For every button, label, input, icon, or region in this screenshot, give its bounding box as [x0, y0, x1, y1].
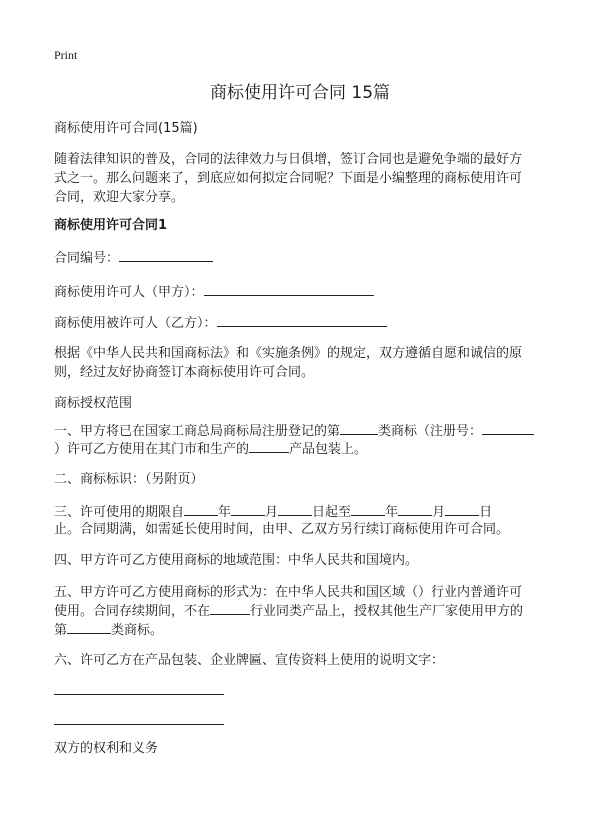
month-unit: 月: [265, 505, 279, 520]
clause-text: 三、许可使用的期限自: [54, 505, 185, 520]
basis-line: 则，经过友好协商签订本商标使用许可合同。: [54, 365, 315, 380]
description-blank-line: [54, 694, 224, 695]
year-blank: [184, 504, 218, 516]
clause-2: 二、商标标识：（另附页）: [54, 472, 204, 487]
clause-text: 使用。合同存续期间，不在: [54, 604, 211, 619]
year-blank: [351, 504, 385, 516]
subtitle: 商标使用许可合同(15篇): [54, 121, 198, 136]
clause-1-line: [54, 441, 367, 458]
clause-text: 类商标（注册号：: [378, 424, 483, 439]
class-blank: [67, 622, 111, 634]
clause-text: ）许可乙方使用在其门市和生产的: [54, 442, 250, 457]
description-blank-line: [54, 724, 224, 725]
clause-3-line: [54, 504, 492, 521]
licensee-field: [54, 315, 387, 332]
section-heading: 商标使用许可合同1: [54, 218, 168, 233]
clause-3-line: 止。合同期满，如需延长使用时间，由甲、乙双方另行续订商标使用许可合同。: [54, 522, 510, 537]
day-unit: 日: [479, 505, 493, 520]
product-blank: [249, 441, 289, 453]
contract-number-blank: [119, 250, 213, 262]
contract-number-field: [54, 250, 213, 267]
day-blank: [278, 504, 312, 516]
year-unit: 年: [385, 505, 399, 520]
licensee-blank: [217, 315, 387, 327]
intro-line: 合同，欢迎大家分享。: [54, 190, 185, 205]
month-blank: [231, 504, 265, 516]
clause-text: 行业同类产品上，授权其他生产厂家使用甲方的: [250, 604, 524, 619]
clause-text: 一、甲方将已在国家工商总局商标局注册登记的第: [54, 424, 341, 439]
day-blank: [445, 504, 479, 516]
basis-line: 根据《中华人民共和国商标法》和《实施条例》的规定，双方遵循自愿和诚信的原: [54, 346, 523, 361]
industry-blank: [210, 603, 250, 615]
print-label[interactable]: Print: [54, 48, 78, 62]
rights-heading: 双方的权利和义务: [54, 741, 159, 756]
contract-number-label: 合同编号：: [54, 251, 120, 266]
intro-line: 随着法律知识的普及，合同的法律效力与日俱增，签订合同也是避免争端的最好方: [54, 152, 523, 167]
month-unit: 月: [432, 505, 446, 520]
clause-4: 四、甲方许可乙方使用商标的地域范围：中华人民共和国境内。: [54, 553, 419, 568]
class-blank: [340, 423, 378, 435]
scope-heading: 商标授权范围: [54, 396, 133, 411]
clause-text: 类商标。: [111, 623, 164, 638]
clause-5-line: [54, 603, 523, 620]
licensor-field: [54, 284, 374, 301]
clause-5-line: [54, 622, 163, 639]
intro-line: 式之一。那么问题来了，到底应如何拟定合同呢？下面是小编整理的商标使用许可: [54, 171, 523, 186]
clause-text: 第: [54, 623, 68, 638]
month-blank: [398, 504, 432, 516]
registration-blank: [482, 423, 534, 435]
licensor-blank: [204, 284, 374, 296]
clause-text: 产品包装上。: [289, 442, 368, 457]
licensor-label: 商标使用许可人（甲方）：: [54, 285, 204, 300]
year-unit: 年: [218, 505, 232, 520]
clause-5-line: 五、甲方许可乙方使用商标的形式为：在中华人民共和国区域（）行业内普通许可: [54, 585, 523, 600]
licensee-label: 商标使用被许可人（乙方）：: [54, 316, 217, 331]
clause-1-line: [54, 423, 534, 440]
clause-text: 日起至: [312, 505, 352, 520]
clause-6: 六、许可乙方在产品包装、企业牌匾、宣传资料上使用的说明文字：: [54, 653, 445, 668]
page-title: 商标使用许可合同 15篇: [209, 83, 391, 103]
